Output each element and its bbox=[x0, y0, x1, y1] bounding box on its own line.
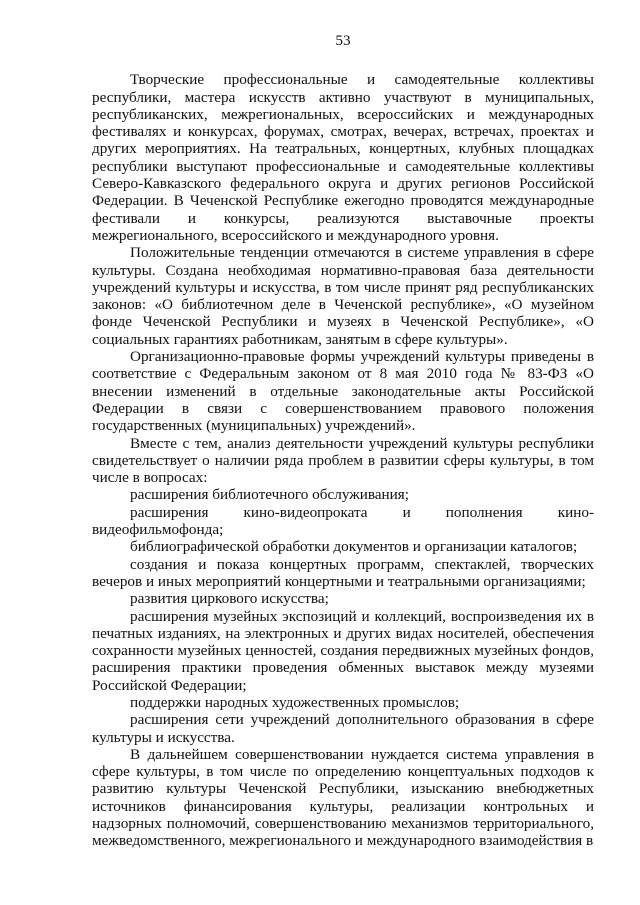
paragraph-management-trends: Положительные тенденции отмечаются в системе управления в сфере культуры. Создана необходимая нормативно-правовая база деятельности учреждений культуры и искусства, в том числе принят ряд республиканских законов: «О библиотечном деле в Чеченской республике», «О музейном фонде Чеченской Республики и музеях в Чеченской Республике», «О социальных гарантиях работникам, занятым в сфере культуры». bbox=[92, 244, 594, 348]
paragraph-legal-forms: Организационно-правовые формы учреждений культуры приведены в соответствие с Федеральным законом от 8 мая 2010 года № 83-ФЗ «О внесении изменений в отдельные законодательные акты Российской Федерации в связи с совершенствованием правового положения государственных (муниципальных) учреждений». bbox=[92, 348, 594, 435]
list-item-concert-programs: создания и показа концертных программ, спектаклей, творческих вечеров и иных мероприятий концертными и театральными организациями; bbox=[92, 555, 594, 590]
list-item-museum-expositions: расширения музейных экспозиций и коллекций, воспроизведения их в печатных изданиях, на электронных и других видах носителей, обеспечения сохранности музейных ценностей, создания передвижных музейных фондов, расширения практики проведения обменных выставок между музеями Российской Федерации; bbox=[92, 607, 594, 694]
paragraph-creative-collectives: Творческие профессиональные и самодеятельные коллективы республики, мастера искусств активно участвуют в муниципальных, республиканских, межрегиональных, всероссийских и международных фестивалях и конкурсах, форумах, смотрах, вечерах, встречах, проектах и других мероприятиях. На театральных, концертных, клубных площадках республики выступают профессиональные и самодеятельные коллективы Северо-Кавказского федерального округа и других регионов Российской Федерации. В Чеченской Республике ежегодно проводятся международные фестивали и конкурсы, реализуются выставочные проекты межрегионального, всероссийского и международного уровня. bbox=[92, 71, 594, 244]
list-item-library-service: расширения библиотечного обслуживания; bbox=[130, 486, 410, 504]
list-item-additional-education: расширения сети учреждений дополнительного образования в сфере культуры и искусства. bbox=[92, 711, 594, 746]
list-item-bibliographic-processing: библиографической обработки документов и организации каталогов; bbox=[130, 538, 578, 556]
paragraph-further-improvement: В дальнейшем совершенствовании нуждается система управления в сфере культуры, в том числе по определению концептуальных подходов к развитию культуры Чеченской Республики, изысканию внебюджетных источников финансирования культуры, реализации контрольных и надзорных полномочий, совершенствованию механизмов территориального, межведомственного, межрегионального и международного взаимодействия в bbox=[92, 745, 594, 850]
list-item-circus-art: развития циркового искусства; bbox=[130, 590, 329, 608]
list-item-folk-crafts: поддержки народных художественных промыслов; bbox=[130, 693, 460, 711]
page-number: 53 bbox=[335, 32, 351, 49]
list-item-film-distribution: расширения кино-видеопроката и пополнения кино-видеофильмофонда; bbox=[92, 503, 594, 539]
paragraph-problems-intro: Вместе с тем, анализ деятельности учреждений культуры республики свидетельствует о наличии ряда проблем в развитии сферы культуры, в том числе в вопросах: bbox=[92, 434, 594, 487]
